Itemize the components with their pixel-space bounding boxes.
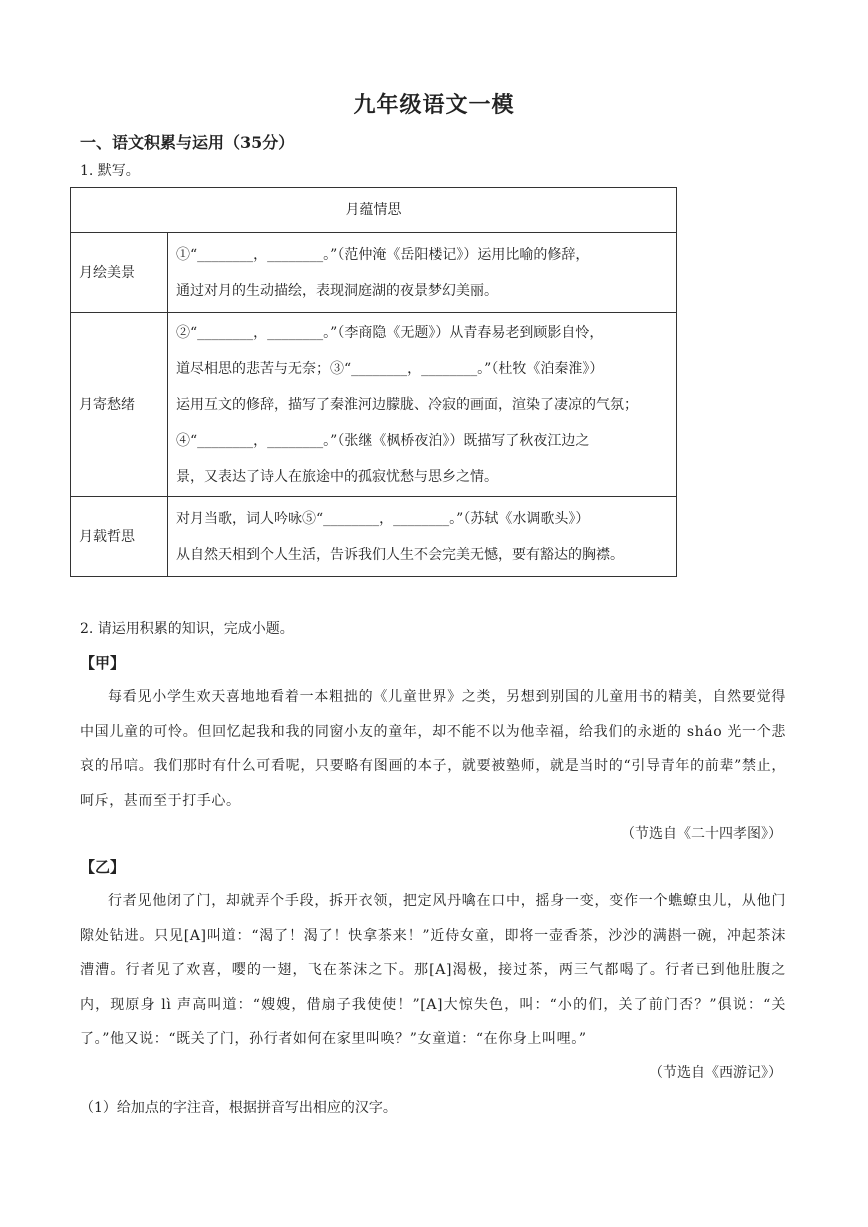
sub-question-1: （1）给加点的字注音，根据拼音写出相应的汉字。 [80,1100,397,1116]
row-content [168,233,677,313]
table-row [71,313,677,497]
passage-yi-source: （节选自《西游记》） [649,1065,782,1081]
content-line: 对月当歌，词人吟咏⑤“________，________。”（苏轼《水调歌头》） [176,510,590,527]
row-category: 月寄愁绪 [71,313,168,497]
passage-jia-source: （节选自《二十四孝图》） [621,826,782,842]
table-row [71,233,677,313]
content-line: ②“________，________。”（李商隐《无题》）从青春易老到顾影自怜， [176,324,604,341]
row-category: 月绘美景 [71,233,168,313]
page-title: 九年级语文一模 [353,92,515,118]
question-1-prompt: 1. 默写。 [80,163,140,179]
row-content [168,313,677,497]
content-line: 通过对月的生动描绘，表现洞庭湖的夜景梦幻美丽。 [176,282,498,299]
row-category: 月载哲思 [71,497,168,577]
content-line: 道尽相思的悲苦与无奈；③“________，________。”（杜牧《泊秦淮》） [176,360,604,377]
content-line: 景，又表达了诗人在旅途中的孤寂忧愁与思乡之情。 [176,468,498,485]
content-line: 运用互文的修辞，描写了秦淮河边朦胧、冷寂的画面，渲染了凄凉的气氛； [176,396,638,413]
table-title: 月蕴情思 [71,188,677,233]
row-content [168,497,677,577]
content-line: 从自然天相到个人生活，告诉我们人生不会完美无憾，要有豁达的胸襟。 [176,546,624,563]
table-row [71,497,677,577]
poem-table [70,187,677,577]
content-line: ④“________，________。”（张继《枫桥夜泊》）既描写了秋夜江边之 [176,432,590,449]
passage-jia-text: 每看见小学生欢天喜地地看着一本粗拙的《儿童世界》之类，另想到别国的儿童用书的精美，自然要觉得中国儿童的可怜。但回忆起我和我的同窗小友的童年，却不能不以为他幸福，给我们的永逝的 sháo 光一个悲哀的吊唁。我们那时有什么可看呢，只要略有图画的本子，就要被塾师，就是当时的“引导青年的前辈”禁止，呵斥，甚而至于打手心。 [80,689,786,809]
passage-jia-label: 【甲】 [80,654,126,672]
table-header-row [71,188,677,233]
question-2-prompt: 2. 请运用积累的知识，完成小题。 [80,621,294,637]
content-line: ①“________，________。”（范仲淹《岳阳楼记》）运用比喻的修辞， [176,246,590,263]
section-heading: 一、语文积累与运用（35分） [80,133,295,152]
passage-yi-label: 【乙】 [80,858,126,876]
passage-yi-text: 行者见他闭了门，却就弄个手段，拆开衣领，把定风丹噙在口中，摇身一变，变作一个蟭蟟虫儿，从他门隙处钻进。只见[A]叫道：“渴了！渴了！快拿茶来！”近侍女童，即将一壶香茶，沙沙的满斟一碗，冲起茶沫漕漕。行者见了欢喜，嘤的一翅，飞在茶沫之下。那[A]渴极，接过茶，两三气都喝了。行者已到他肚腹之内，现原身 lì 声高叫道：“嫂嫂，借扇子我使使！”[A]大惊失色，叫：“小的们，关了前门否？”俱说：“关了。”他又说：“既关了门，孙行者如何在家里叫唤？”女童道：“在你身上叫哩。” [80,893,786,1047]
